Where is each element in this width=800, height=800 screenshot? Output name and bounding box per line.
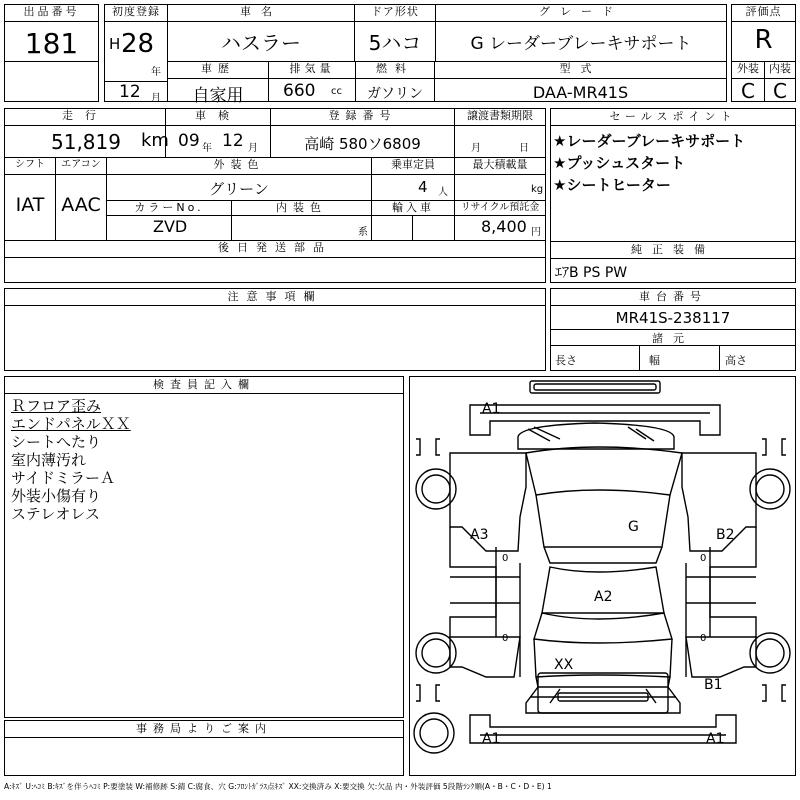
- lot-cell: [4, 4, 99, 102]
- legend-text: A:ｷｽﾞ U:ﾍｺﾐ B:ｷｽﾞを伴うﾍｺﾐ P:要塗装 W:補修跡 S:錆 C:腐食、穴 G:ﾌﾛﾝﾄｶﾞﾗｽ点ｷｽﾞ XX:交換済み X:要交換 欠:欠品 内・外装評価 5段階ﾗﾝｸ順(A・B・C・D・E) 1: [4, 782, 552, 791]
- color-cell: [106, 157, 372, 201]
- sales-points-box: [550, 108, 796, 242]
- shift-label: シフト: [5, 158, 55, 175]
- model-value: DAA-MR41S: [532, 83, 629, 102]
- int-label: 内装: [765, 62, 795, 79]
- ext-label: 外装: [732, 62, 764, 79]
- color-no-cell: [106, 200, 232, 241]
- sales-title: セールスポイント: [551, 109, 795, 126]
- month: 12: [119, 82, 141, 102]
- plate-cell: [270, 108, 455, 158]
- zero-mark: 0: [502, 553, 509, 564]
- width-label: 幅: [649, 354, 660, 367]
- plate-label: 登録番号: [271, 109, 454, 126]
- ac-value: AAC: [61, 194, 101, 216]
- recycle-value: 8,400: [481, 217, 527, 236]
- transfer-month: 月: [471, 143, 481, 154]
- tsuki: 月: [151, 93, 161, 104]
- displacement-label: 排気量: [269, 62, 355, 79]
- seats-value: 4: [418, 178, 428, 196]
- inspector-box: [4, 376, 404, 718]
- load-unit: kg: [531, 184, 544, 195]
- recycle-cell: [454, 200, 546, 241]
- mark-a1-bottom-left: A1: [482, 731, 501, 747]
- transfer-cell: [454, 108, 546, 158]
- year: 28: [121, 29, 155, 59]
- inspection-cell: [165, 108, 271, 158]
- displacement-cell: [268, 61, 356, 102]
- import-cell: [371, 200, 455, 241]
- int-color-unit: 系: [358, 227, 368, 238]
- nen: 年: [151, 67, 161, 78]
- history-value: 自家用: [192, 86, 244, 106]
- seats-cell: [371, 157, 455, 201]
- history-label: 車歴: [168, 62, 268, 79]
- inspector-line: サイドミラーＡ: [11, 469, 115, 487]
- ac-cell: [55, 157, 107, 241]
- sales-point-1: ★レーダーブレーキサポート: [553, 132, 746, 150]
- color-no-label: カラーNo.: [107, 201, 231, 216]
- load-label: 最大積載量: [455, 158, 545, 175]
- seats-label: 乗車定員: [372, 158, 454, 175]
- grade-label: グレード: [436, 5, 726, 22]
- zero-mark: 0: [700, 553, 707, 564]
- door-label: ドア形状: [355, 5, 435, 22]
- int-color-label: 内装色: [232, 201, 371, 216]
- plate-value: 高崎 580ソ6809: [304, 135, 421, 153]
- ac-label: エアコン: [56, 158, 106, 175]
- km-unit: km: [141, 130, 169, 151]
- transfer-day: 日: [519, 143, 529, 154]
- ext-value: C: [741, 79, 755, 103]
- car-name-cell: [167, 4, 355, 62]
- door-value: 5ハコ: [368, 31, 422, 55]
- notes-title: 注意事項欄: [5, 289, 545, 306]
- mark-xx: XX: [554, 657, 574, 673]
- cc-unit: cc: [331, 86, 342, 97]
- seats-unit: 人: [438, 187, 448, 198]
- header-block: [4, 4, 796, 106]
- model-cell: [434, 61, 727, 102]
- model-label: 型式: [435, 62, 726, 79]
- dims-title: 諸元: [551, 330, 795, 346]
- displacement-value: 660: [283, 81, 316, 101]
- first-registration-cell: [104, 4, 168, 102]
- history-cell: [167, 61, 269, 106]
- chassis-box: [550, 288, 796, 371]
- int-color-cell: [231, 200, 372, 241]
- door-cell: [354, 4, 436, 62]
- recycle-label: リサイクル預託金: [455, 201, 545, 216]
- car-name: ハスラー: [221, 31, 301, 55]
- zero-mark: 0: [502, 633, 509, 644]
- import-label: 輸入車: [372, 201, 454, 216]
- mark-a1-top: A1: [482, 401, 501, 417]
- inspector-line: Ｒフロア歪み: [11, 397, 102, 415]
- zero-mark: 0: [700, 633, 707, 644]
- mark-b2: B2: [716, 527, 735, 543]
- mileage-value: 51,819: [51, 130, 121, 154]
- fuel-cell: [355, 61, 435, 102]
- inspector-title: 検査員記入欄: [5, 377, 403, 394]
- equipment-box: [550, 241, 796, 283]
- sales-point-3: ★シートヒーター: [553, 176, 671, 194]
- inspection-nen: 年: [202, 143, 212, 154]
- mileage-cell: [4, 108, 169, 158]
- car-outline-drawing: [410, 377, 797, 777]
- office-box: [4, 720, 404, 776]
- equipment-title: 純正装備: [551, 242, 795, 259]
- inspector-line: エンドパネルＸＸ: [11, 415, 131, 433]
- color-no-value: ZVD: [153, 217, 188, 236]
- inspector-line: 室内薄汚れ: [11, 451, 87, 469]
- sales-point-2: ★プッシュスタート: [553, 154, 686, 172]
- score-label: 評価点: [732, 5, 795, 22]
- recycle-unit: 円: [531, 227, 541, 238]
- shift-cell: [4, 157, 56, 241]
- mark-a3: A3: [470, 527, 489, 543]
- inspection-tsuki: 月: [248, 143, 258, 154]
- grade-value: G レーダーブレーキサポート: [470, 34, 692, 54]
- height-label: 高さ: [725, 354, 747, 367]
- int-rating-cell: [764, 61, 796, 102]
- office-title: 事務局よりご案内: [5, 721, 403, 738]
- car-diagram: [409, 376, 796, 776]
- inspector-lines: [11, 397, 131, 523]
- chassis-value: MR41S-238117: [615, 309, 731, 327]
- inspection-year: 09: [178, 131, 200, 151]
- mark-a1-bottom-right: A1: [706, 731, 725, 747]
- fuel-label: 燃料: [356, 62, 434, 79]
- length-label: 長さ: [555, 354, 577, 367]
- score-cell: [731, 4, 796, 62]
- lot-label: 出品番号: [5, 5, 98, 22]
- mileage-label: 走行: [5, 109, 165, 126]
- score-value: R: [754, 25, 773, 55]
- notes-box: [4, 288, 546, 371]
- color-label: 外装色: [107, 158, 371, 175]
- mark-a2: A2: [594, 589, 613, 605]
- year-label: 初度登録: [105, 5, 167, 22]
- grade-cell: [435, 4, 727, 62]
- color-value: グリーン: [209, 180, 269, 198]
- later-parts-cell: [4, 240, 546, 283]
- ext-rating-cell: [731, 61, 765, 102]
- inspector-line: 外装小傷有り: [11, 487, 102, 505]
- car-name-label: 車名: [168, 5, 354, 22]
- load-cell: [454, 157, 546, 201]
- mark-g: G: [628, 519, 639, 535]
- inspector-line: シートへたり: [11, 433, 102, 451]
- later-parts-title: 後日発送部品: [5, 241, 545, 258]
- details-block: [4, 108, 546, 283]
- inspector-line: ステレオレス: [11, 505, 100, 523]
- transfer-label: 譲渡書類期限: [455, 109, 545, 126]
- lot-number: 181: [24, 27, 79, 60]
- era: H: [109, 35, 121, 53]
- inspection-month: 12: [222, 131, 244, 151]
- equipment-value: ｴｱB PS PW: [555, 265, 628, 281]
- chassis-title: 車台番号: [551, 289, 795, 306]
- fuel-value: ガソリン: [367, 86, 423, 102]
- mark-b1: B1: [704, 677, 723, 693]
- inspection-label: 車検: [166, 109, 270, 126]
- shift-value: IAT: [15, 194, 45, 216]
- int-value: C: [773, 79, 787, 103]
